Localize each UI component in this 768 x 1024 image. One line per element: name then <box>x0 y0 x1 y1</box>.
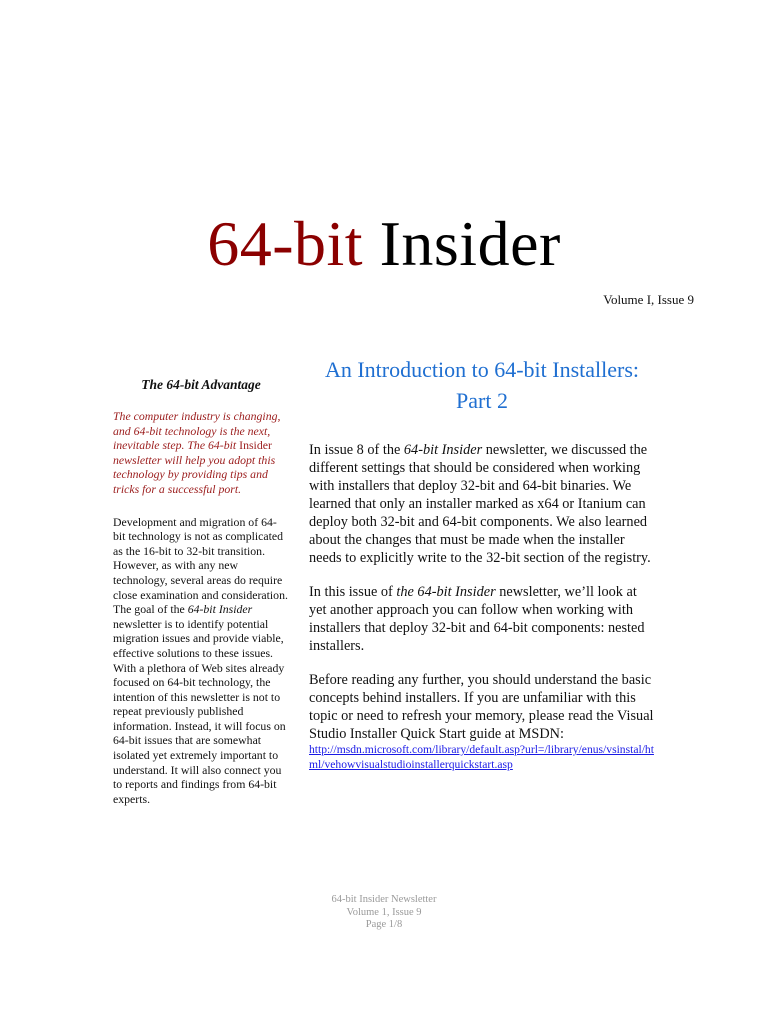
volume-issue-label: Volume I, Issue 9 <box>603 292 694 307</box>
sidebar-intro-part2: newsletter will help you adopt this technology by providing tips and tricks for a successful port. <box>113 452 276 496</box>
article-paragraph-3 <box>309 671 655 743</box>
sidebar <box>113 376 289 806</box>
article-paragraph-1 <box>309 441 655 567</box>
p1-italic: 64-bit Insider <box>403 442 483 458</box>
footer-page-number: Page 1/8 <box>365 919 403 930</box>
p1-text-a: In issue 8 of the <box>309 442 404 458</box>
footer-volume-issue: Volume 1, Issue 9 <box>346 906 422 918</box>
sidebar-intro-part1: The computer industry is changing, and 64-bit technology is the next, inevitable step. The 64-bit <box>113 409 281 453</box>
article-title: An Introduction to 64-bit Installers: Part 2 <box>324 357 640 413</box>
sidebar-body <box>113 515 289 807</box>
p1-text-b: newsletter, we discussed the different settings that should be considered when working with installers that deploy 32-bit and 64-bit binaries. We learned that only an installer marked as x64 or Itanium can deploy both 32-bit and 64-bit components. We also learned about the changes that must be made when the installer needs to explicitly write to the 32-bit section of the registry. <box>309 442 651 566</box>
p2-text-a: In this issue of <box>309 584 397 600</box>
sidebar-title: The 64-bit Advantage <box>141 377 261 392</box>
sidebar-body-italic: 64-bit Insider <box>187 602 253 617</box>
sidebar-body-part1: Development and migration of 64-bit technology is not as complicated as the 16-bit to 32-bit transition. However, as with any new technology, several areas do require close examination and consideration. The goal of the <box>113 514 288 617</box>
masthead-title-black: Insider <box>379 208 561 279</box>
article-paragraph-2 <box>309 583 655 655</box>
article <box>309 354 655 772</box>
p3-text: Before reading any further, you should understand the basic concepts behind installers. If you are unfamiliar with this topic or need to refresh your memory, please read the Visual Studio Installer Quick Start guide at MSDN: <box>309 672 654 742</box>
masthead-title <box>0 204 768 284</box>
sidebar-intro <box>113 409 289 497</box>
msdn-link[interactable]: http://msdn.microsoft.com/library/default.asp?url=/library/enus/vsinstal/html/vehowvisualstudioinstallerquickstart.asp <box>309 743 654 771</box>
sidebar-intro-roman: Insider <box>239 438 272 453</box>
p2-italic: the 64-bit Insider <box>396 584 496 600</box>
masthead-title-red: 64-bit <box>207 208 364 279</box>
footer-newsletter-name: 64-bit Insider Newsletter <box>331 894 437 905</box>
p2-text-b: newsletter, we’ll look at yet another approach you can follow when working with installers that deploy 32-bit and 64-bit components: nested installers. <box>309 584 645 654</box>
sidebar-body-part2: newsletter is to identify potential migration issues and provide viable, effective solutions to these issues. With a plethora of Web sites already focused on 64-bit technology, the intention of this newsletter is not to repeat previously published information. Instead, it will focus on 64-bit issues that are somewhat isolated yet extremely important to understand. It will also connect you to reports and findings from 64-bit experts. <box>113 616 286 806</box>
page-footer <box>0 894 768 932</box>
